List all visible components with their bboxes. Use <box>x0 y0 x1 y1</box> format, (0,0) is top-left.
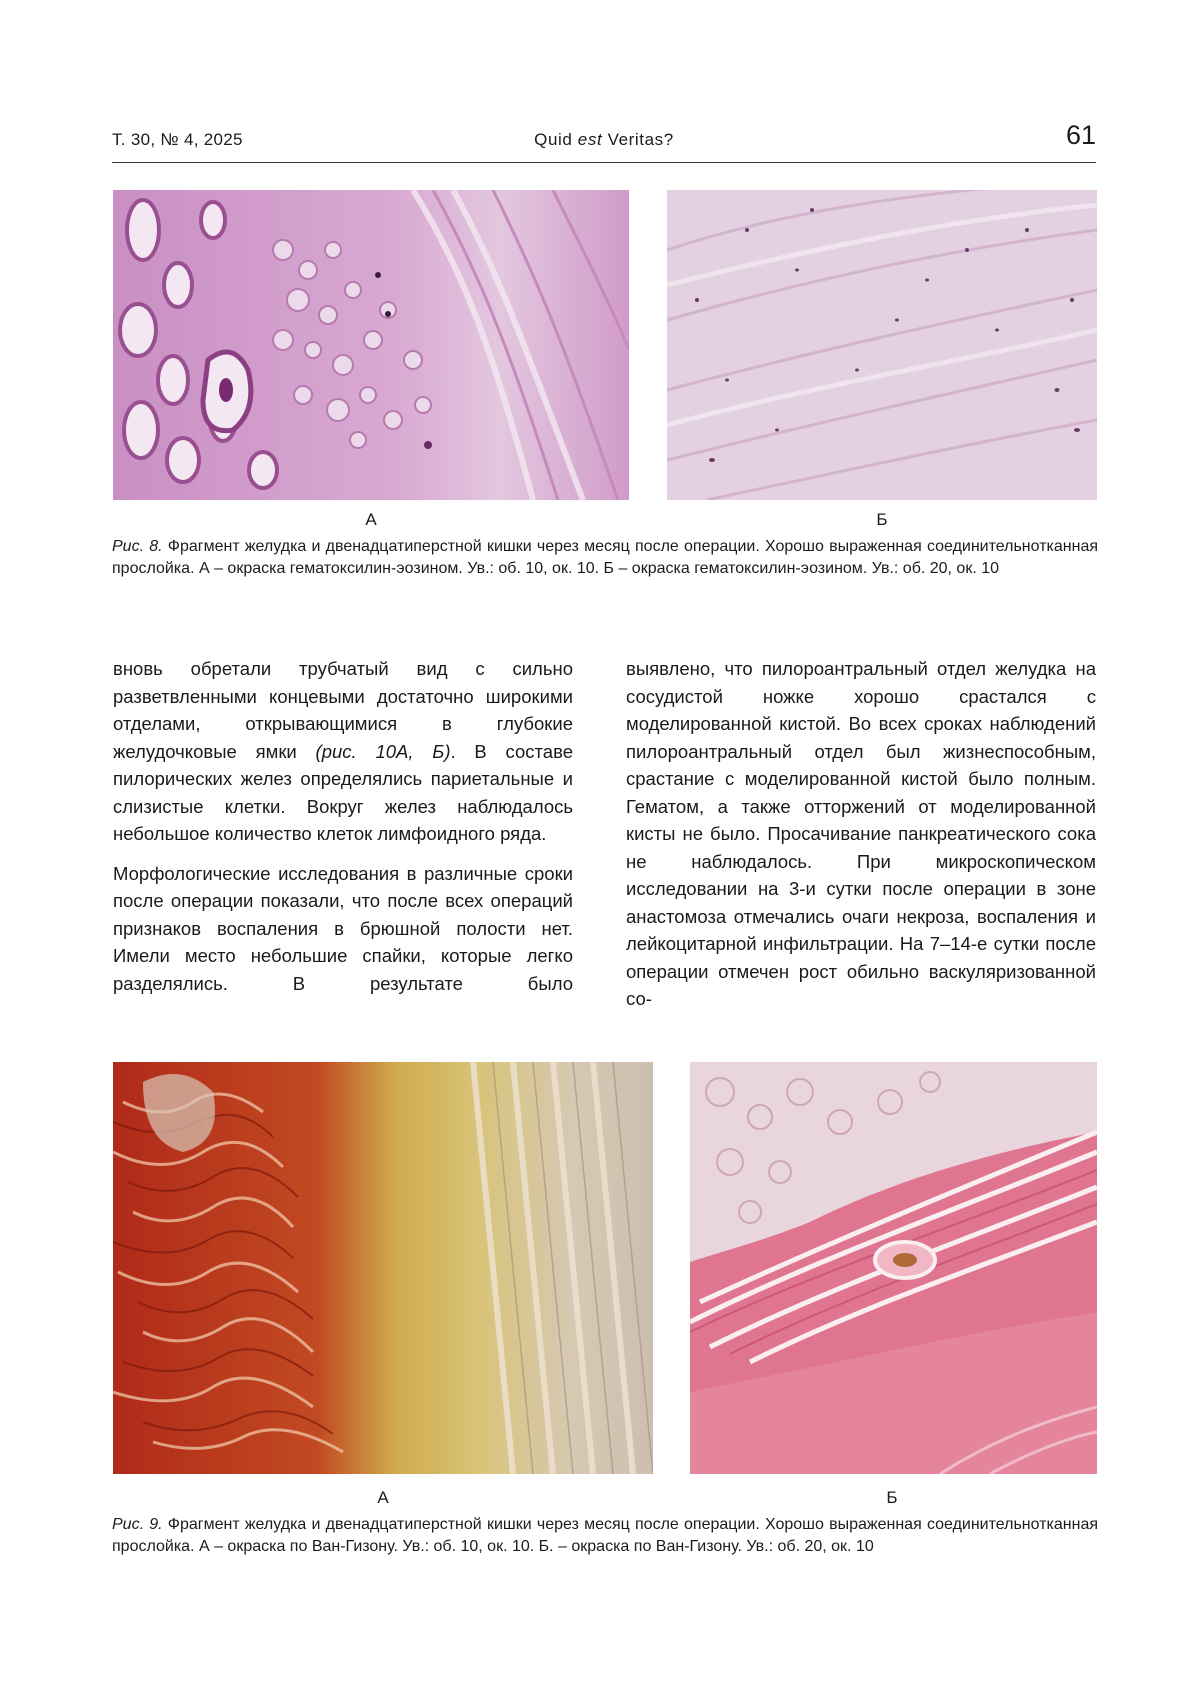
figure-8-caption-text: Фрагмент желудка и двенадцатиперстной кишки через месяц после операции. Хорошо выраженная соединительнотканная прослойка. А – окраска гематоксилин-эозином. Ув.: об. 10, ок. 10. Б – окраска гематоксилин-эозином. Ув.: об. 20, ок. 10 <box>112 538 1099 577</box>
figure-9-caption-text: Фрагмент желудка и двенадцатиперстной кишки через месяц после операции. Хорошо выраженная соединительнотканная прослойка. А – окраска по Ван-Гизону. Ув.: об. 10, ок. 10. Б. – окраска по Ван-Гизону. Ув.: об. 20, ок. 10 <box>112 1516 1099 1555</box>
figure-9a-micrograph <box>113 1062 653 1474</box>
journal-title-emphasis: est <box>577 130 603 149</box>
figure-9-caption-lead: Рис. 9. <box>112 1516 163 1533</box>
figure-9-caption <box>112 1514 1098 1558</box>
issue-info: Т. 30, № 4, 2025 <box>112 130 243 149</box>
figure-8a-micrograph <box>113 190 629 500</box>
figure-8-caption <box>112 536 1098 580</box>
figure-8a-label: А <box>365 510 377 529</box>
figure-8b-micrograph <box>667 190 1097 500</box>
page-number: 61 <box>1065 120 1096 150</box>
left-paragraph-1: вновь обретали трубчатый вид с сильно разветвленными концевыми достаточно широкими отделами, открывающимися в глубокие желудочковые ямки (рис. 10А, Б). В составе пилорических желез определялись париетальные и слизистые клетки. Вокруг желез наблюдалось небольшое количество клеток лимфоидного ряда. <box>113 658 573 844</box>
running-header <box>112 122 1096 163</box>
figure-9b-micrograph <box>690 1062 1097 1474</box>
journal-title: Quid est Veritas? <box>534 130 674 149</box>
text-column-left <box>113 655 573 1009</box>
figure-8-caption-lead: Рис. 8. <box>112 538 163 555</box>
figure-9a-label: А <box>377 1488 389 1507</box>
figure-8b-label: Б <box>876 510 888 529</box>
figure-9b-label: Б <box>886 1488 898 1507</box>
figure-reference: (рис. 10А, Б) <box>315 740 451 762</box>
left-paragraph-2: Морфологические исследования в различные сроки после операции показали, что после всех операций признаков воспаления в брюшной полости нет. Имели место небольшие спайки, которые легко разделялись. В результате было <box>113 862 573 994</box>
right-paragraph-1: выявлено, что пилороантральный отдел желудка на сосудистой ножке хорошо срастался с моделированной кистой. Во всех сроках наблюдений пилороантральный отдел был жизнеспособным, срастание с моделированной кистой было полным. Гематом, а также отторжений от моделированной кисты не было. Просачивание панкреатического сока не наблюдалось. При микроскопическом исследовании на 3-и сутки после операции в зоне анастомоза отмечались очаги некроза, воспаления и лейкоцитарной инфильтрации. На 7–14-е сутки после операции отмечен рост обильно васкуляризованной со- <box>626 658 1096 1009</box>
text-column-right <box>626 655 1096 1025</box>
